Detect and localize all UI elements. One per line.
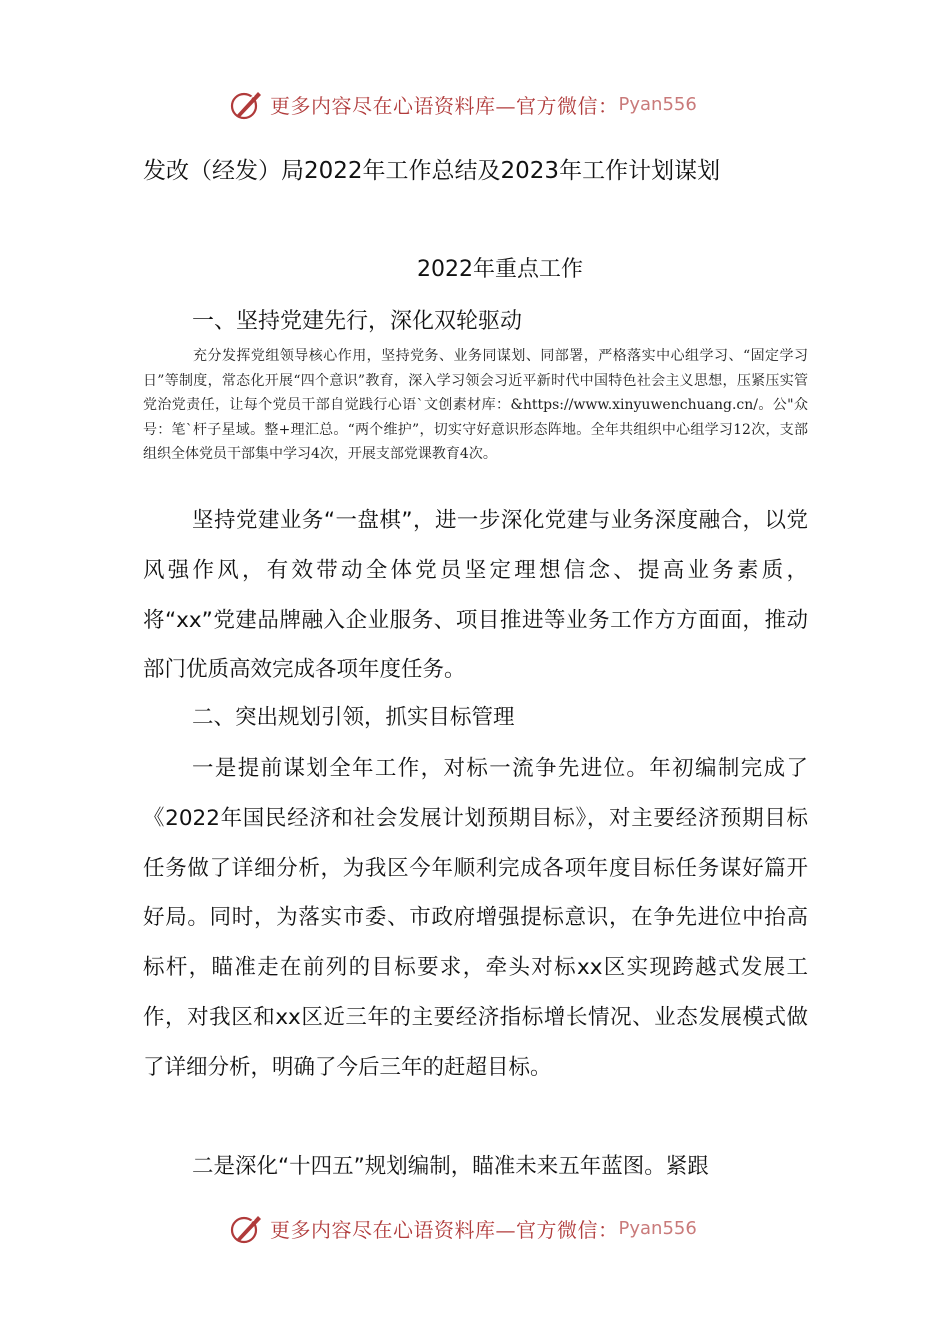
- paragraph-party-building: 坚持党建业务“一盘棋”，进一步深化党建与业务深度融合，以党风强作风，有效带动全体党员坚定理想信念、提高业务素质，将“xx”党建品牌融入企业服务、项目推进等业务工作方方面面，推动部门优质高效完成各项年度任务。: [143, 508, 808, 683]
- paragraph-fourteenth-plan: 二是深化“十四五”规划编制，瞄准未来五年蓝图。紧跟: [192, 1154, 709, 1179]
- watermark-wechat: Pyan556: [618, 1217, 697, 1239]
- small-paragraph: 充分发挥党组领导核心作用，坚持党务、业务同谋划、同部署，严格落实中心组学习、“固定学习日”等制度，常态化开展“四个意识”教育，深入学习领会习近平新时代中国特色社会主义思想，压紧压实管党治党责任，让每个党员干部自觉践行心语`文创素材库：&https://www.xinyuwenchuang.cn/。公"众号：笔`杆子星域。整+理汇总。“两个维护”，切实守好意识形态阵地。全年共组织中心组学习12次，支部组织全体党员干部集中学习4次，开展支部党课教育4次。: [143, 348, 808, 463]
- watermark-text: 更多内容尽在心语资料库—官方微信：: [270, 93, 619, 118]
- paragraph-planning: 一是提前谋划全年工作，对标一流争先进位。年初编制完成了《2022年国民经济和社会发展计划预期目标》，对主要经济预期目标任务做了详细分析，为我区今年顺利完成各项年度目标任务谋好篇开好局。同时，为落实市委、市政府增强提标意识，在争先进位中抬高标杆，瞄准走在前列的目标要求，牵头对标xx区实现跨越式发展工作，对我区和xx区近三年的主要经济指标增长情况、业态发展模式做了详细分析，明确了今后三年的赶超目标。: [143, 756, 808, 1080]
- watermark-banner-top: [228, 84, 748, 124]
- quill-logo-icon: [228, 86, 264, 122]
- watermark-text: 更多内容尽在心语资料库—官方微信：: [270, 1217, 619, 1242]
- watermark-wechat: Pyan556: [618, 93, 697, 115]
- section-title: 2022年重点工作: [417, 257, 583, 282]
- heading-one: 一、坚持党建先行，深化双轮驱动: [192, 309, 523, 334]
- heading-two: 二、突出规划引领，抓实目标管理: [192, 705, 515, 730]
- document-title: 发改（经发）局2022年工作总结及2023年工作计划谋划: [143, 158, 721, 184]
- quill-logo-icon: [228, 1210, 264, 1246]
- watermark-banner-bottom: [228, 1208, 748, 1248]
